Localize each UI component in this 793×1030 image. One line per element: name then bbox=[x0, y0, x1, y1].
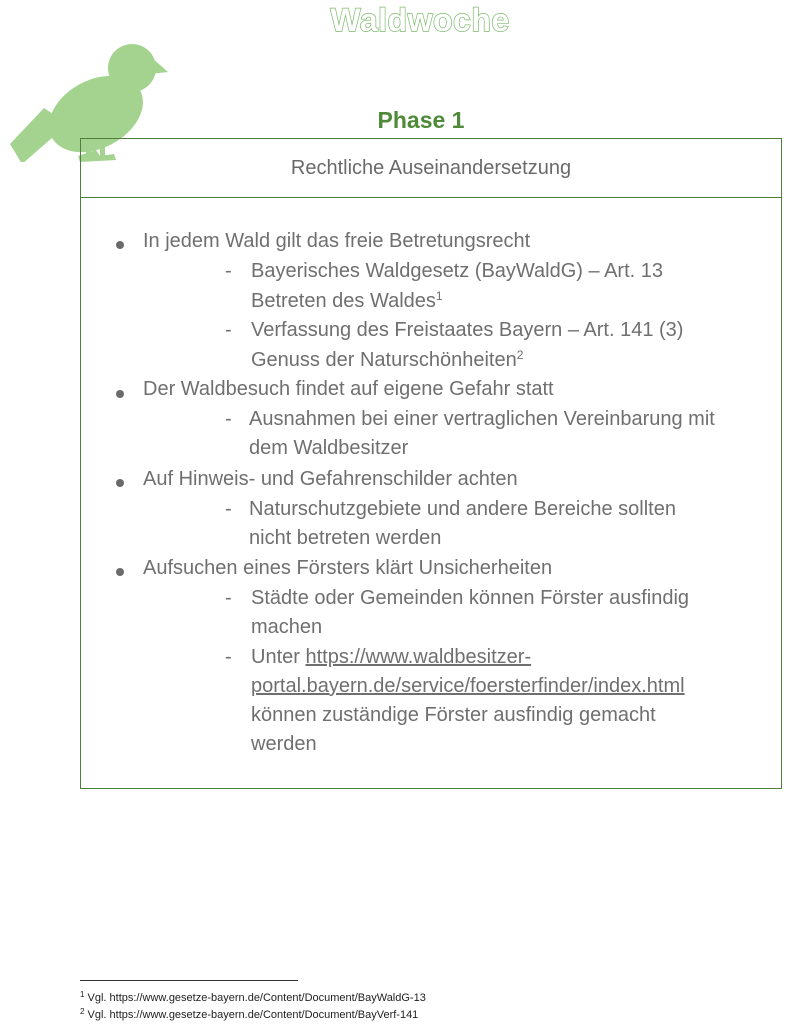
bullet-dot bbox=[116, 568, 124, 576]
sub-item-line: Bayerisches Waldgesetz (BayWaldG) – Art. 13 bbox=[251, 260, 664, 282]
list-item: Aufsuchen eines Försters klärt Unsicherheiten bbox=[143, 557, 553, 579]
sub-item-line: Genuss der Naturschönheiten$^2$ bbox=[251, 348, 524, 371]
sub-item-line: Verfassung des Freistaates Bayern – Art. 141 (3) bbox=[251, 319, 684, 341]
sub-item-line: können zuständige Förster ausfindig gemacht bbox=[251, 704, 656, 726]
foersterfinder-link[interactable]: portal.bayern.de/service/foersterfinder/index.html bbox=[251, 675, 685, 697]
content-box bbox=[80, 138, 782, 789]
list-item: Auf Hinweis- und Gefahrenschilder achten bbox=[143, 468, 518, 490]
dash-marker: - bbox=[225, 319, 232, 341]
dash-marker: - bbox=[225, 260, 232, 282]
sub-item-line bbox=[251, 675, 685, 698]
list-item: In jedem Wald gilt das freie Betretungsrecht bbox=[143, 230, 531, 252]
sub-item-line: Städte oder Gemeinden können Förster ausfindig bbox=[251, 587, 690, 609]
foersterfinder-link[interactable]: https://www.waldbesitzer- bbox=[305, 646, 532, 668]
sub-item-line: Betreten des Waldes$^1$ bbox=[251, 289, 443, 312]
footnote-ref[interactable]: 1 bbox=[435, 289, 443, 303]
footnote: $^2$ Vgl. https://www.gesetze-bayern.de/Content/Document/BayVerf-141 bbox=[80, 1007, 419, 1021]
bullet-dot bbox=[116, 241, 124, 249]
sub-item-line: werden bbox=[251, 733, 317, 755]
sub-item-line: Unter https://www.waldbesitzer- bbox=[251, 646, 532, 668]
footnote: $^1$ Vgl. https://www.gesetze-bayern.de/Content/Document/BayWaldG-13 bbox=[80, 990, 426, 1004]
dash-marker: - bbox=[225, 498, 232, 520]
footnote-divider bbox=[80, 980, 298, 981]
dash-marker: - bbox=[225, 408, 232, 430]
document-title: Waldwoche bbox=[330, 2, 510, 38]
sub-item-line: Ausnahmen bei einer vertraglichen Vereinbarung mit bbox=[249, 408, 715, 430]
sub-item-line: nicht betreten werden bbox=[249, 527, 442, 549]
sub-item-line: dem Waldbesitzer bbox=[249, 437, 409, 459]
dash-marker: - bbox=[225, 646, 232, 668]
sub-item-line: Naturschutzgebiete und andere Bereiche sollten bbox=[249, 498, 676, 520]
bullet-dot bbox=[116, 390, 124, 398]
list-item: Der Waldbesuch findet auf eigene Gefahr statt bbox=[143, 378, 554, 400]
box-heading: Rechtliche Auseinandersetzung bbox=[81, 139, 781, 198]
footnote-ref[interactable]: 2 bbox=[516, 348, 524, 362]
bullet-dot bbox=[116, 479, 124, 487]
dash-marker: - bbox=[225, 587, 232, 609]
phase-heading: Phase 1 bbox=[377, 107, 465, 133]
sub-item-line: machen bbox=[251, 616, 323, 638]
